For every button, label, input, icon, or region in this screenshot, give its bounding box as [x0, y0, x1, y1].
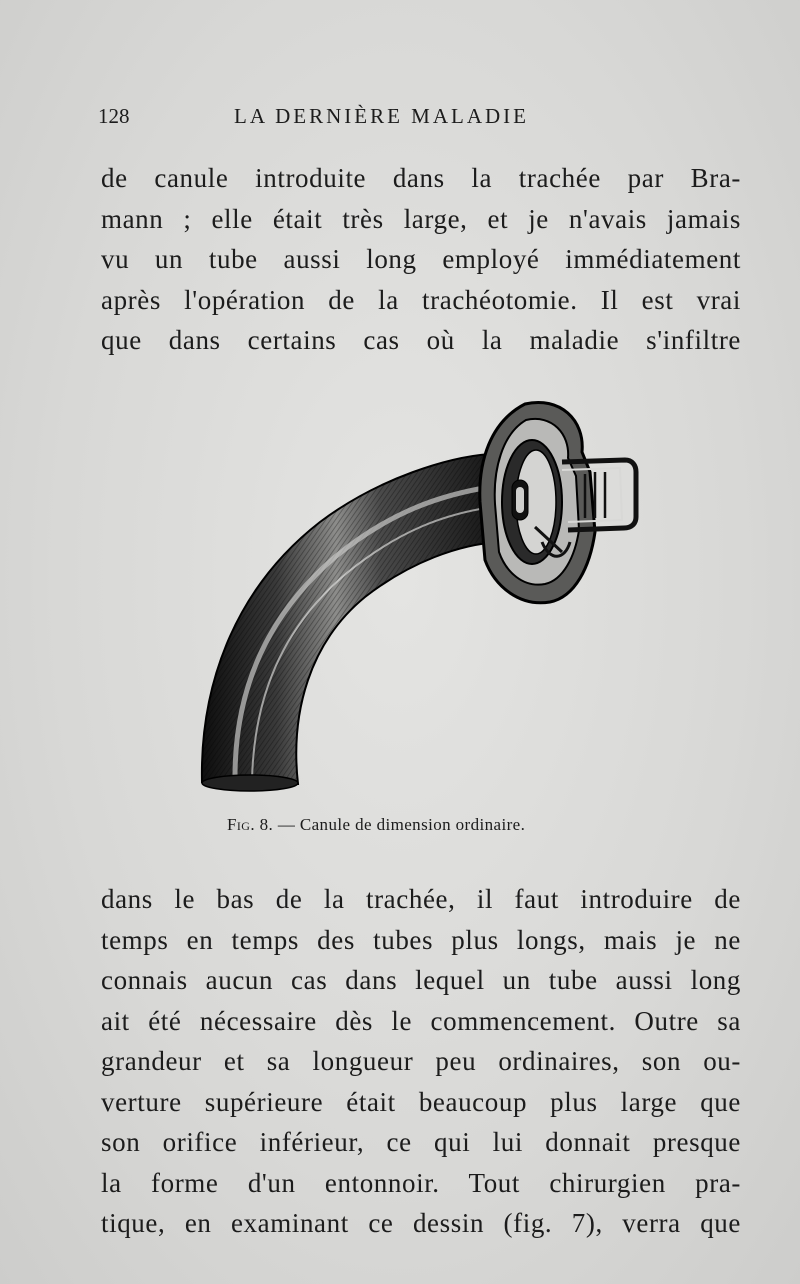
figure-caption-text: — Canule de dimension ordinaire.: [277, 815, 526, 834]
text-line: vu un tube aussi long employé immédiatement: [101, 244, 741, 274]
text-line: après l'opération de la trachéotomie. Il est vrai: [101, 284, 741, 315]
text-line: dans le bas de la trachée, il faut introduire de: [101, 884, 741, 914]
running-head: LA DERNIÈRE MALADIE: [234, 104, 529, 128]
paragraph-bottom: [101, 879, 741, 1244]
text-line: son orifice inférieur, ce qui lui donnait presque: [101, 1127, 741, 1157]
figure-caption: [227, 815, 647, 835]
paragraph-top: [101, 158, 741, 361]
text-line: la forme d'un entonnoir. Tout chirurgien pra-: [101, 1167, 741, 1198]
figure-label: Fig. 8.: [227, 815, 274, 834]
text-line: grandeur et sa longueur peu ordinaires, son ou-: [101, 1046, 741, 1076]
tracheostomy-cannula-illustration: [190, 392, 650, 802]
text-line: tique, en examinant ce dessin (fig. 7), verra que: [101, 1208, 741, 1238]
text-line: que dans certains cas où la maladie s'infiltre: [101, 325, 741, 355]
text-line: connais aucun cas dans lequel un tube aussi long: [101, 965, 741, 995]
text-line: temps en temps des tubes plus longs, mais je ne: [101, 924, 741, 955]
page-number: 128: [98, 104, 130, 128]
text-line: verture supérieure était beaucoup plus large que: [101, 1086, 741, 1117]
text-line: ait été nécessaire dès le commencement. Outre sa: [101, 1005, 741, 1036]
text-line: de canule introduite dans la trachée par Bra-: [101, 163, 741, 193]
text-line: mann ; elle était très large, et je n'avais jamais: [101, 203, 741, 234]
page-header: [98, 104, 738, 134]
